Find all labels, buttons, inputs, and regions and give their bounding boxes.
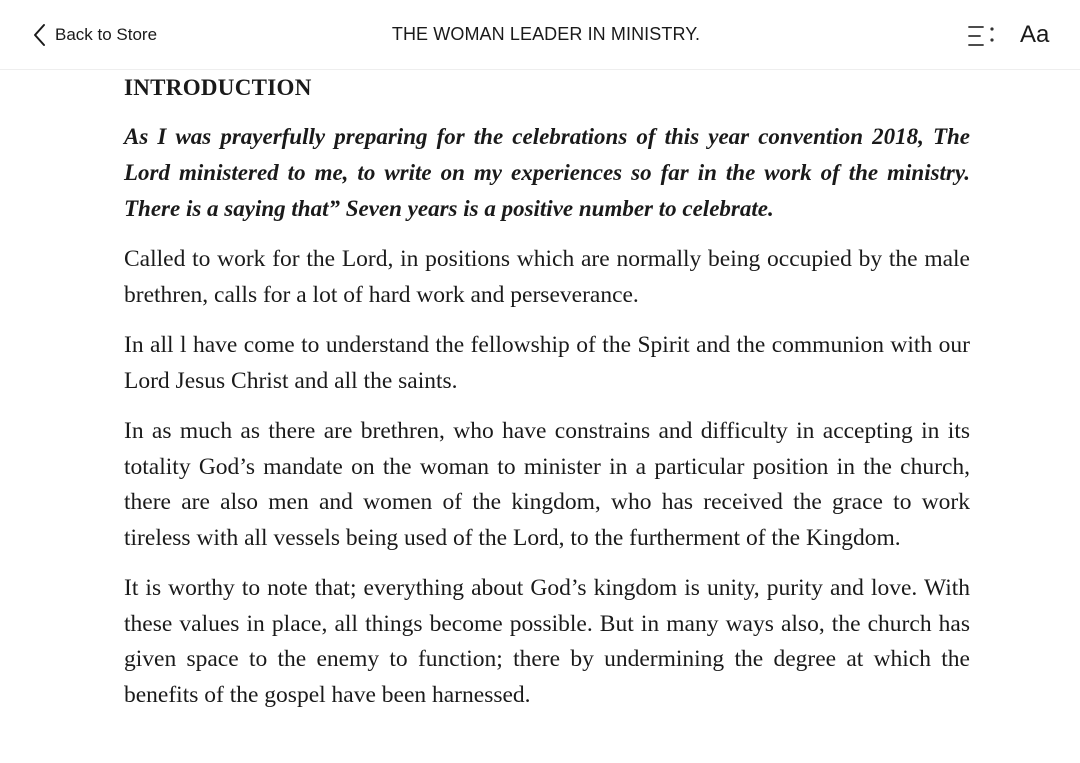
back-to-store-label: Back to Store [55, 25, 158, 44]
chapter-content [124, 72, 970, 728]
intro-paragraph: As I was prayerfully preparing for the celebrations of this year convention 2018, The Lord ministered to me, to write on my experiences so far in the work of the ministry. There is a saying that” Seven years is a positive number to celebrate. [124, 124, 970, 221]
reader-toolbar [0, 0, 1080, 70]
body-paragraph: In all l have come to understand the fellowship of the Spirit and the communion with our Lord Jesus Christ and all the saints. [124, 332, 970, 394]
body-paragraph: It is worthy to note that; everything about God’s kingdom is unity, purity and love. With these values in place, all things become possible. But in many ways also, the church has given space to the enemy to function; there by undermining the degree at which the benefits of the gospel have been harnessed. [124, 575, 970, 708]
body-paragraph: Called to work for the Lord, in positions which are normally being occupied by the male brethren, calls for a lot of hard work and perseverance. [124, 246, 970, 308]
book-title: THE WOMAN LEADER IN MINISTRY. [391, 24, 701, 44]
font-settings-button[interactable]: Aa [1020, 21, 1050, 48]
table-of-contents-button[interactable] [966, 24, 996, 48]
table-of-contents-icon [966, 35, 996, 52]
body-paragraph: In as much as there are brethren, who have constrains and difficulty in accepting in its totality God’s mandate on the woman to minister in a particular position in the church, there are also men and women of the kingdom, who has received the grace to work tireless with all vessels being used of the Lord, to the furtherment of the Kingdom. [124, 418, 970, 551]
chapter-heading: INTRODUCTION [124, 75, 312, 100]
